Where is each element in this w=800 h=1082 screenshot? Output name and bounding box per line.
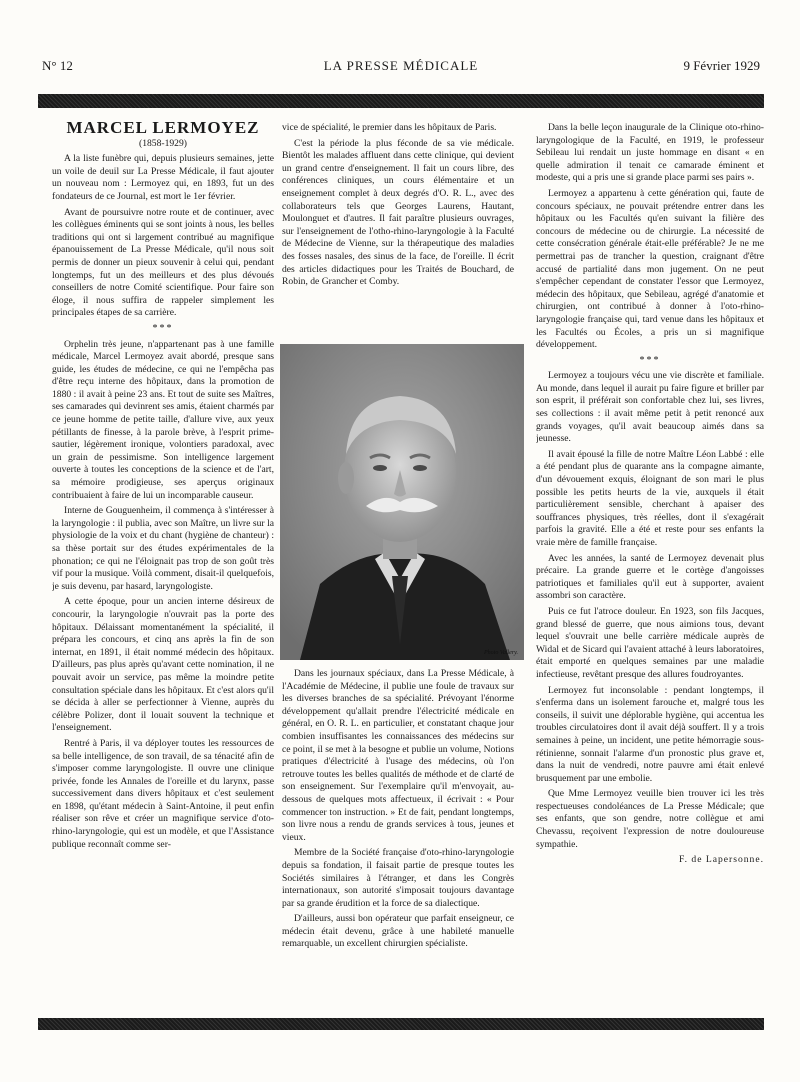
paragraph: Rentré à Paris, il va déployer toutes les ressources de sa belle intelligence, de son travail, de sa ténacité afin de s'imposer comme laryngologiste. Il ouvre une clinique privée, fonde les Annales de l'oreille et du larynx, passe successivement dans divers hôpitaux et c'est seulement en 1898, qu'étant médecin à Saint-Antoine, il peut enfin réaliser son rêve et créer un magnifique service d'oto-rhino-laryngologie, qui est un modèle, et que l'Assistance publique reconnaît comme ser- bbox=[52, 737, 274, 850]
paragraph: A la liste funèbre qui, depuis plusieurs semaines, jette un voile de deuil sur La Presse Médicale, il faut ajouter un nouveau nom : Lermoyez qui, en 1893, fut un des fondateurs de ce Journal, est mort le 1er février. bbox=[52, 153, 274, 202]
paragraph: Avec les années, la santé de Lermoyez devenait plus précaire. La grande guerre et le cortège d'angoisses patriotiques et familiales qu'il eut à supporter, avaient assombri son caractère. bbox=[536, 552, 764, 602]
author-signature: F. de Lapersonne. bbox=[679, 854, 764, 866]
paragraph: Dans les journaux spéciaux, dans La Presse Médicale, à l'Académie de Médecine, il publie une foule de travaux sur les diverses branches de sa spécialité. Prévoyant l'énorme développement qu'allait prendre l'électricité médicale en général, en O. R. L. en particulier, et constatant chaque jour combien insuffisantes les connaissances des médecins sur ce point, il se met à la besogne et publie un volume, Notions pratiques d'électricité à l'usage des médecins, où l'on retrouve toutes les belles qualités de méthode et de clarté de son enseignement. Sur l'exemplaire qu'il m'envoyait, au-dessous de quelques mots affectueux, il écrivait : « Pour commencer ton instruction. » Et de fait, pendant longtemps, son livre nous a rendu de grands services à tous, jeunes et vieux. bbox=[282, 668, 514, 843]
paragraph: D'ailleurs, aussi bon opérateur que parfait enseigneur, ce médecin était devenu, grâce à une habileté manuelle remarquable, un excellent chirurgien spécialiste. bbox=[282, 913, 514, 950]
column-2-top bbox=[282, 122, 514, 332]
page-header bbox=[38, 58, 764, 78]
paragraph: C'est la période la plus féconde de sa vie médicale. Bientôt les malades affluent dans cette clinique, qui devient un grand centre d'enseignement. Il fait un cours libre, des conférences cliniques, un cours élémentaire et un enseignement complet à deux degrés d'O. R. L., avec des collaborateurs tels que Georges Laurens, Hautant, Moulonguet et d'autres. Il fait paraître plusieurs ouvrages, sur l'enseignement de l'otho-rhino-laryngologie à la Faculté de Médecine de Vienne, sur la thérapeutique des maladies des fosses nasales, des sinus de la face, de l'oreille. Il écrit des articles didactiques pour les Traités de Bouchard, de Robin, de Grancher et Comby. bbox=[282, 137, 514, 288]
article-title: MARCEL LERMOYEZ bbox=[66, 122, 260, 137]
issue-date: 9 Février 1929 bbox=[683, 58, 760, 73]
paragraph: Que Mme Lermoyez veuille bien trouver ici les très respectueuses condoléances de La Presse Médicale; que ses enfants, que son gendre, notre collègue et ami Chevassu, reçoivent l'expression de notre douloureuse sympathie. bbox=[536, 788, 764, 850]
article-dates: (1858-1929) bbox=[139, 137, 187, 149]
paragraph: Il avait épousé la fille de notre Maître Léon Labbé : elle a été pendant plus de quarante ans la compagne aimante, d'un dévouement exquis, éloignant de son mari le plus possible les petits heurts de la vie, auxquels il était particulièrement sensible, cherchant à apaiser des souffrances physiques, très réelles, dont il s'exagérait parfois la gravité. Elle a été et reste pour ses enfants la vraie mère de famille française. bbox=[536, 448, 764, 548]
paragraph: Lermoyez a appartenu à cette génération qui, faute de concours spéciaux, ne pouvait prétendre entrer dans les hôpitaux ou les Facultés qu'en suivant la filière des concours de médecine ou de chirurgie. La nécessité de cette consécration générale était-elle préférable? Je ne me permettrai pas de trancher la question, craignant d'être accusé de partialité dans mon jugement. On ne peut s'empêcher cependant de constater l'essor que Lermoyez, médecin des hôpitaux, que Sebileau, agrégé d'anatomie et chirurgien, ont contribué à donner à l'oto-rhino-laryngologie française qui, tard venue dans les hôpitaux et les Facultés ou Écoles, a pris un si magnifique développement. bbox=[536, 187, 764, 351]
paragraph: Dans la belle leçon inaugurale de la Clinique oto-rhino-laryngologique de la Faculté, en 1919, le professeur Sebileau lui rendait un juste hommage en disant « en quelle admiration il tenait ce camarade éminent et modeste, qui a pris une si grande place parmi ses pairs ». bbox=[536, 122, 764, 184]
column-1 bbox=[52, 122, 274, 1002]
paragraph: Puis ce fut l'atroce douleur. En 1923, son fils Jacques, grand blessé de guerre, que nous aimions tous, devant lequel s'ouvrait une belle carrière médicale auprès de Widal et de Sicard qui l'avaient attaché à leurs laboratoires, était emporté en quelques semaines par une maladie infectieuse, revêtant presque des allures foudroyantes. bbox=[536, 605, 764, 680]
portrait-image bbox=[280, 344, 524, 660]
paragraph: Lermoyez fut inconsolable : pendant longtemps, il s'enferma dans un isolement farouche et, malgré tous les conseils, il suivit une déplorable hygiène, qui accentua les troubles circulatoires dont il avait déjà souffert. Il y a trois semaines à peine, un incident, une petite hémorragie sous-rétinienne, sonnait l'alarme d'un pronostic plus grave et, dans la nuit de vendredi, notre pauvre ami était enlevé brusquement par une embolie. bbox=[536, 684, 764, 784]
column-2-bottom bbox=[282, 668, 514, 1008]
section-separator: *** bbox=[639, 354, 661, 366]
paragraph: Avant de poursuivre notre route et de continuer, avec les collègues éminents qui se sont joints à nous, les belles traditions qui ont si largement contribué au magnifique épanouissement de La Presse Médicale, qu'il nous soit permis de donner un pieux souvenir à celui qui, pendant longtemps, fut un des meilleurs et des plus dévoués conseillers de notre Comité scientifique. Pour faire son éloge, il nous suffira de rappeler simplement les principales étapes de sa carrière. bbox=[52, 206, 274, 319]
bottom-decorative-band bbox=[38, 1018, 764, 1030]
paragraph: vice de spécialité, le premier dans les hôpitaux de Paris. bbox=[282, 122, 497, 133]
paragraph: Lermoyez a toujours vécu une vie discrète et familiale. Au monde, dans lequel il aurait pu faire figure et briller par son esprit, il préférait son confortable chez lui, ses livres, ses collections : il avait même petit à petit renoncé aux grands voyages, qu'il avait beaucoup aimés dans sa jeunesse. bbox=[536, 370, 764, 445]
paragraph: Interne de Gouguenheim, il commença à s'intéresser à la laryngologie : il publia, avec son Maître, un livre sur la physiologie de la voix et du chant (hygiène de chanteur) : sa thèse portait sur des études expérimentales de la phonation; ce qui ne l'éloignait pas trop de son goût très vif pour la musique. Voilà comment, disait-il quelquefois, je suis devenu, par hasard, laryngologiste. bbox=[52, 505, 274, 592]
top-decorative-band bbox=[38, 94, 764, 108]
journal-title: LA PRESSE MÉDICALE bbox=[323, 58, 479, 73]
paragraph: A cette époque, pour un ancien interne désireux de concourir, la laryngologie n'ouvrait pas la porte des hôpitaux. Délaissant momentanément la spécialité, il prépara les concours, et cinq ans après la fin de son internat, en 1891, il était nommé médecin des hôpitaux. D'ailleurs, pas plus après qu'avant cette nomination, il ne pouvait avoir un service, pas même la moindre petite consultation spéciale dans les hôpitaux. Et c'est alors qu'il se décida à aller se perfectionner à Vienne, auprès du célèbre Polizer, dont il louait souvent la technique et l'enseignement. bbox=[52, 596, 274, 734]
column-3 bbox=[536, 122, 764, 1002]
paragraph: Orphelin très jeune, n'appartenant pas à une famille médicale, Marcel Lermoyez avait abordé, presque sans guide, les études de médecine, ce qui ne l'empêcha pas d'être reçu interne des hôpitaux, dans la promotion de 1880 : il avait à peine 23 ans. Et tout de suite ses Maîtres, ses camarades qui devinrent ses amis, étaient charmés par ce jeune homme de petite taille, d'allure vive, aux yeux pétillants de finesse, à la parole brève, à l'esprit prime-sautier, légèrement ironique, volontiers paradoxal, avec un grain de pessimisme. Son intelligence largement ouverte à toutes les conceptions de la science et de l'art, sa mémoire prodigieuse, ses aperçus originaux contribuaient à faire de lui un incomparable causeur. bbox=[52, 338, 274, 501]
paragraph: Membre de la Société française d'oto-rhino-laryngologie depuis sa fondation, il faisait partie de presque toutes les Sociétés similaires à l'étranger, et dans les Congrès internationaux, son autorité s'imposait toujours davantage par sa grande érudition et la force de sa dialectique. bbox=[282, 847, 514, 909]
portrait-photo bbox=[280, 344, 524, 660]
issue-number: N° 12 bbox=[42, 58, 73, 73]
photo-credit: Photo Vallery. bbox=[484, 650, 518, 656]
section-separator: *** bbox=[152, 322, 174, 334]
